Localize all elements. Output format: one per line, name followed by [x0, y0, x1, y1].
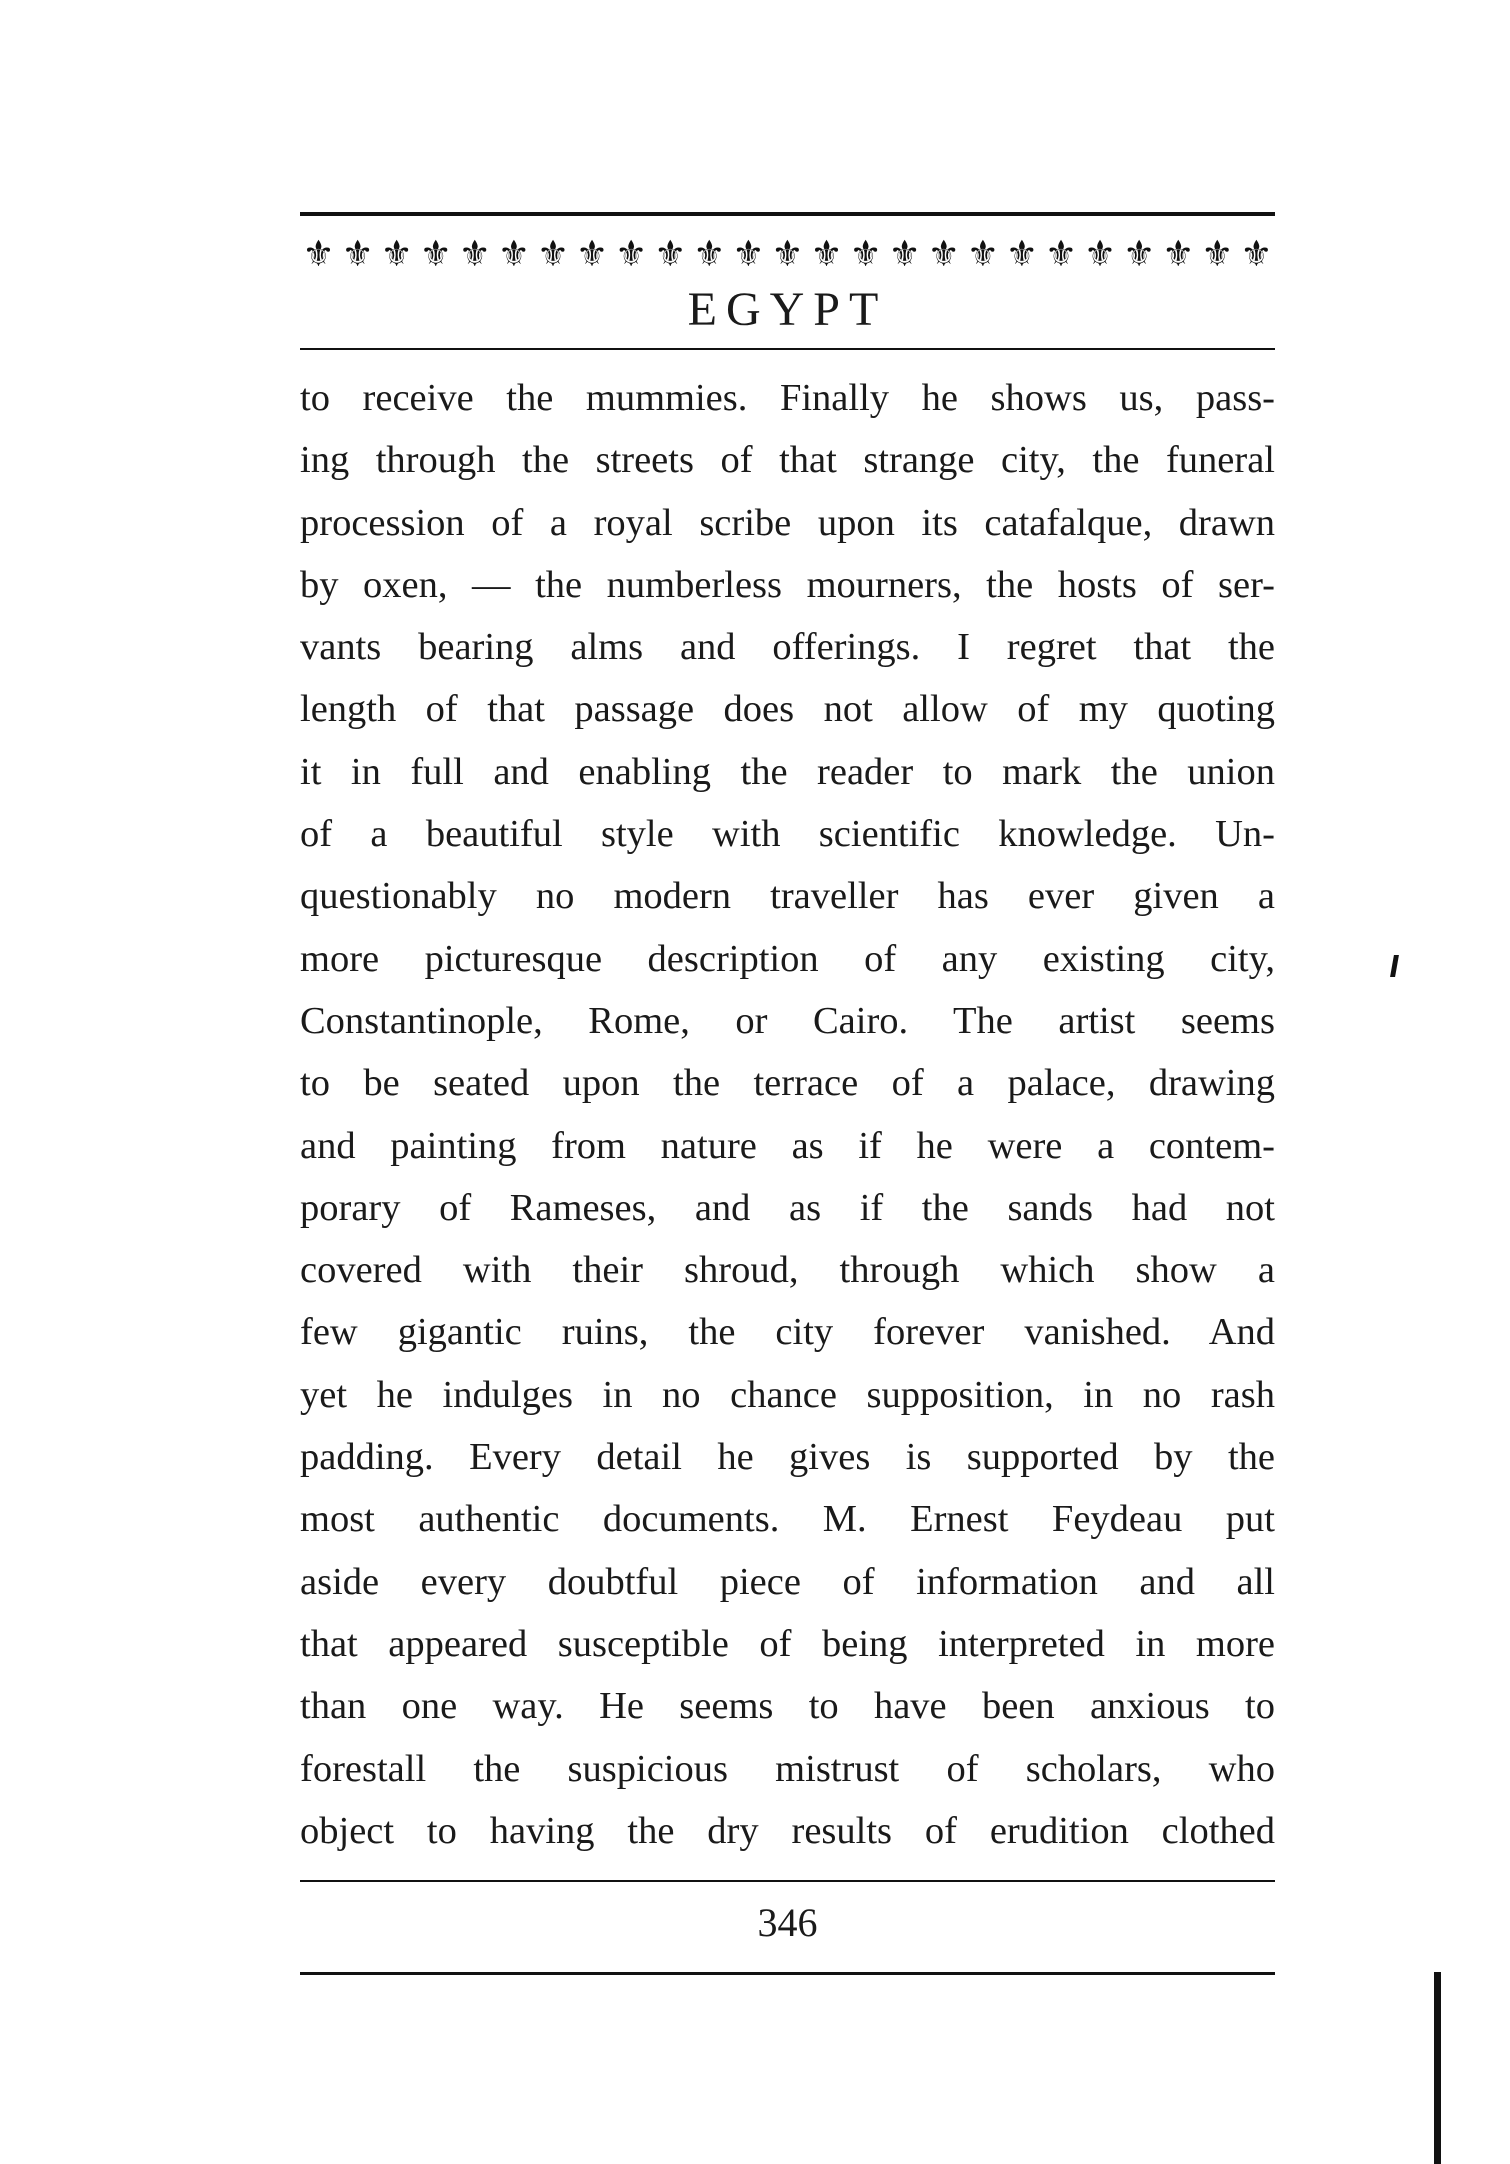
text-line: than one way. He seems to have been anxious to: [300, 1685, 1275, 1728]
text-line: most authentic documents. M. Ernest Feydeau put: [300, 1498, 1275, 1541]
text-line: and painting from nature as if he were a contem-: [300, 1124, 1275, 1167]
fleur-de-lis-icon: ⚜: [1005, 234, 1039, 275]
fleur-de-lis-icon: ⚜: [380, 234, 413, 275]
text-line: few gigantic ruins, the city forever vanished. And: [300, 1311, 1275, 1354]
fleur-de-lis-icon: ⚜: [614, 234, 648, 275]
text-line: by oxen, — the numberless mourners, the hosts of ser-: [300, 563, 1275, 606]
ornament-band: [300, 230, 1275, 280]
fleur-de-lis-icon: ⚜: [575, 234, 609, 275]
fleur-de-lis-icon: ⚜: [1123, 234, 1156, 275]
fleur-de-lis-icon: ⚜: [849, 234, 882, 275]
fleur-de-lis-icon: ⚜: [302, 234, 335, 275]
fleur-de-lis-icon: ⚜: [732, 234, 765, 275]
head-rule: [300, 348, 1275, 350]
text-line: forestall the suspicious mistrust of scholars, who: [300, 1747, 1275, 1790]
page-number: 346: [757, 1900, 818, 1945]
fleur-de-lis-icon: ⚜: [1201, 234, 1234, 275]
fleur-de-lis-icon: ⚜: [927, 234, 960, 275]
foot-rule-upper: [300, 1880, 1275, 1882]
text-line: that appeared susceptible of being interpreted in more: [300, 1622, 1275, 1665]
scan-mark-edge: [1434, 1972, 1441, 2164]
text-line: ing through the streets of that strange city, the funeral: [300, 439, 1275, 482]
fleur-de-lis-icon: ⚜: [693, 234, 726, 275]
text-line: porary of Rameses, and as if the sands had not: [300, 1186, 1275, 1229]
fleur-de-lis-icon: ⚜: [458, 234, 491, 275]
fleur-de-lis-icon: ⚜: [888, 234, 921, 275]
running-head: EGYPT: [687, 283, 888, 336]
text-line: of a beautiful style with scientific knowledge. Un-: [300, 813, 1275, 856]
top-rule: [300, 212, 1275, 216]
fleur-de-lis-icon: ⚜: [1083, 234, 1117, 275]
text-line: object to having the dry results of erudition clothed: [300, 1809, 1275, 1852]
text-line: Constantinople, Rome, or Cairo. The artist seems: [300, 999, 1275, 1042]
text-line: covered with their shroud, through which show a: [300, 1249, 1275, 1292]
fleur-de-lis-icon: ⚜: [536, 234, 570, 275]
text-line: more picturesque description of any existing city,: [300, 937, 1275, 980]
text-line: yet he indulges in no chance supposition, in no rash: [300, 1373, 1275, 1416]
fleur-de-lis-icon: ⚜: [1240, 234, 1273, 275]
fleur-de-lis-icon: ⚜: [497, 234, 531, 275]
text-line: padding. Every detail he gives is supported by the: [300, 1436, 1275, 1479]
body-text: [300, 367, 1275, 1862]
text-line: questionably no modern traveller has ever given a: [300, 875, 1275, 918]
fleur-de-lis-icon: ⚜: [654, 234, 687, 275]
fleur-de-lis-icon: ⚜: [1044, 234, 1078, 275]
fleur-de-lis-icon: ⚜: [419, 234, 452, 275]
text-line: vants bearing alms and offerings. I regret that the: [300, 626, 1275, 669]
fleur-de-lis-icon: ⚜: [810, 234, 843, 275]
text-line: to be seated upon the terrace of a palace, drawing: [300, 1062, 1275, 1105]
text-line: aside every doubtful piece of information and all: [300, 1560, 1275, 1603]
text-line: length of that passage does not allow of my quoting: [300, 688, 1275, 731]
text-line: procession of a royal scribe upon its catafalque, drawn: [300, 501, 1275, 544]
foot-rule-lower: [300, 1972, 1275, 1975]
scan-mark-small: [1390, 955, 1399, 977]
text-line: it in full and enabling the reader to mark the union: [300, 750, 1275, 793]
fleur-de-lis-icon: ⚜: [1162, 234, 1195, 275]
fleur-de-lis-icon: ⚜: [771, 234, 804, 275]
fleur-de-lis-icon: ⚜: [341, 234, 374, 275]
fleur-de-lis-icon: ⚜: [966, 234, 999, 275]
text-line: to receive the mummies. Finally he shows us, pass-: [300, 377, 1275, 419]
